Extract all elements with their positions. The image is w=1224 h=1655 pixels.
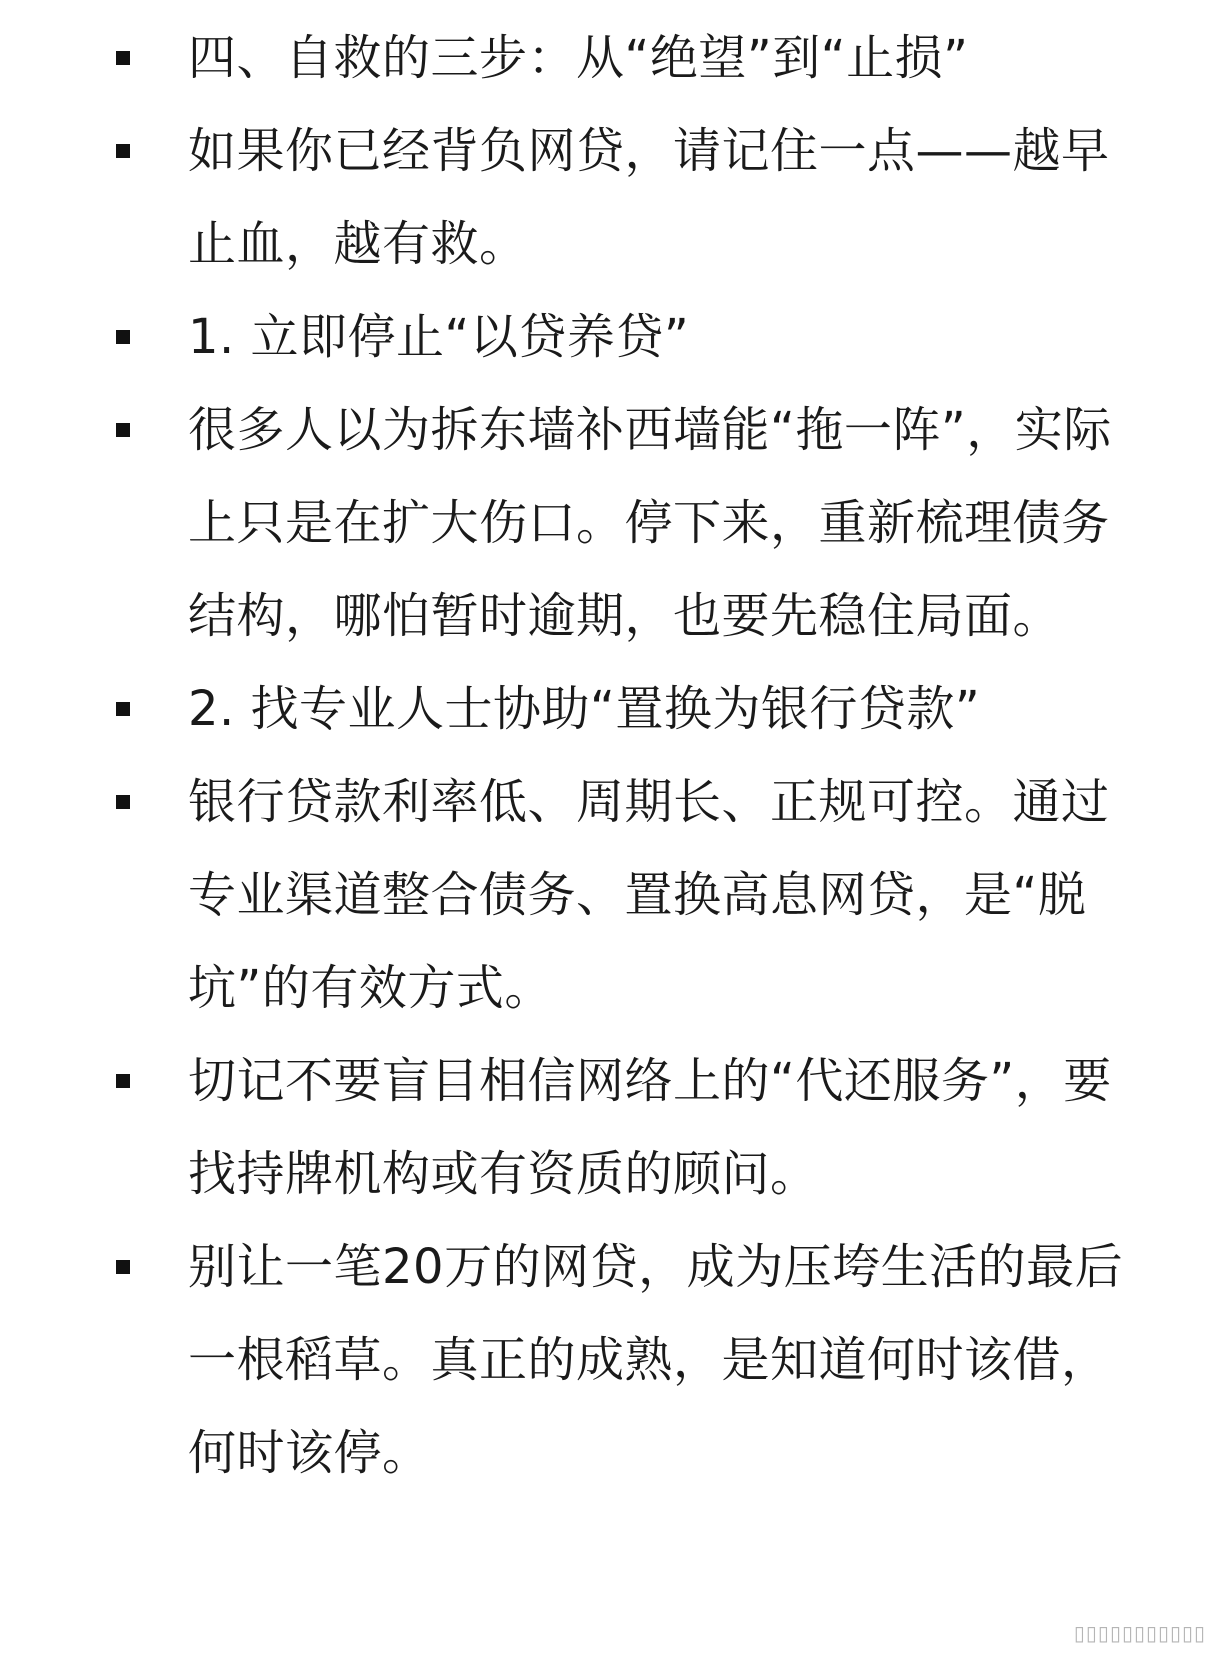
list-item-text: 2. 找专业人士协助“置换为银行贷款” bbox=[188, 681, 981, 737]
list-item-text: 银行贷款利率低、周期长、正规可控。通过专业渠道整合债务、置换高息网贷，是“脱坑”的有效方式。 bbox=[188, 774, 1110, 1016]
bullet-list bbox=[0, 12, 1224, 1500]
list-item bbox=[0, 663, 1224, 756]
square-bullet-icon bbox=[116, 144, 130, 158]
square-bullet-icon bbox=[116, 51, 130, 65]
list-item bbox=[0, 12, 1224, 105]
square-bullet-icon bbox=[116, 795, 130, 809]
list-item-text: 1. 立即停止“以贷养贷” bbox=[188, 309, 690, 365]
list-item-text: 别让一笔20万的网贷，成为压垮生活的最后一根稻草。真正的成熟，是知道何时该借，何时该停。 bbox=[188, 1239, 1124, 1481]
list-item bbox=[0, 384, 1224, 663]
list-item-text: 如果你已经背负网贷，请记住一点——越早止血，越有救。 bbox=[188, 123, 1110, 272]
square-bullet-icon bbox=[116, 1260, 130, 1274]
list-item bbox=[0, 291, 1224, 384]
square-bullet-icon bbox=[116, 423, 130, 437]
square-bullet-icon bbox=[116, 1074, 130, 1088]
watermark: ▯▯▯▯▯▯▯▯▯▯▯ bbox=[1073, 1621, 1206, 1645]
square-bullet-icon bbox=[116, 702, 130, 716]
list-item bbox=[0, 1221, 1224, 1500]
list-item bbox=[0, 756, 1224, 1035]
list-item bbox=[0, 105, 1224, 291]
list-item-text: 切记不要盲目相信网络上的“代还服务”，要找持牌机构或有资质的顾问。 bbox=[188, 1053, 1112, 1202]
list-item bbox=[0, 1035, 1224, 1221]
square-bullet-icon bbox=[116, 330, 130, 344]
list-item-text: 很多人以为拆东墙补西墙能“拖一阵”，实际上只是在扩大伤口。停下来，重新梳理债务结构，哪怕暂时逾期，也要先稳住局面。 bbox=[188, 402, 1112, 644]
list-item-text: 四、自救的三步：从“绝望”到“止损” bbox=[188, 30, 969, 86]
